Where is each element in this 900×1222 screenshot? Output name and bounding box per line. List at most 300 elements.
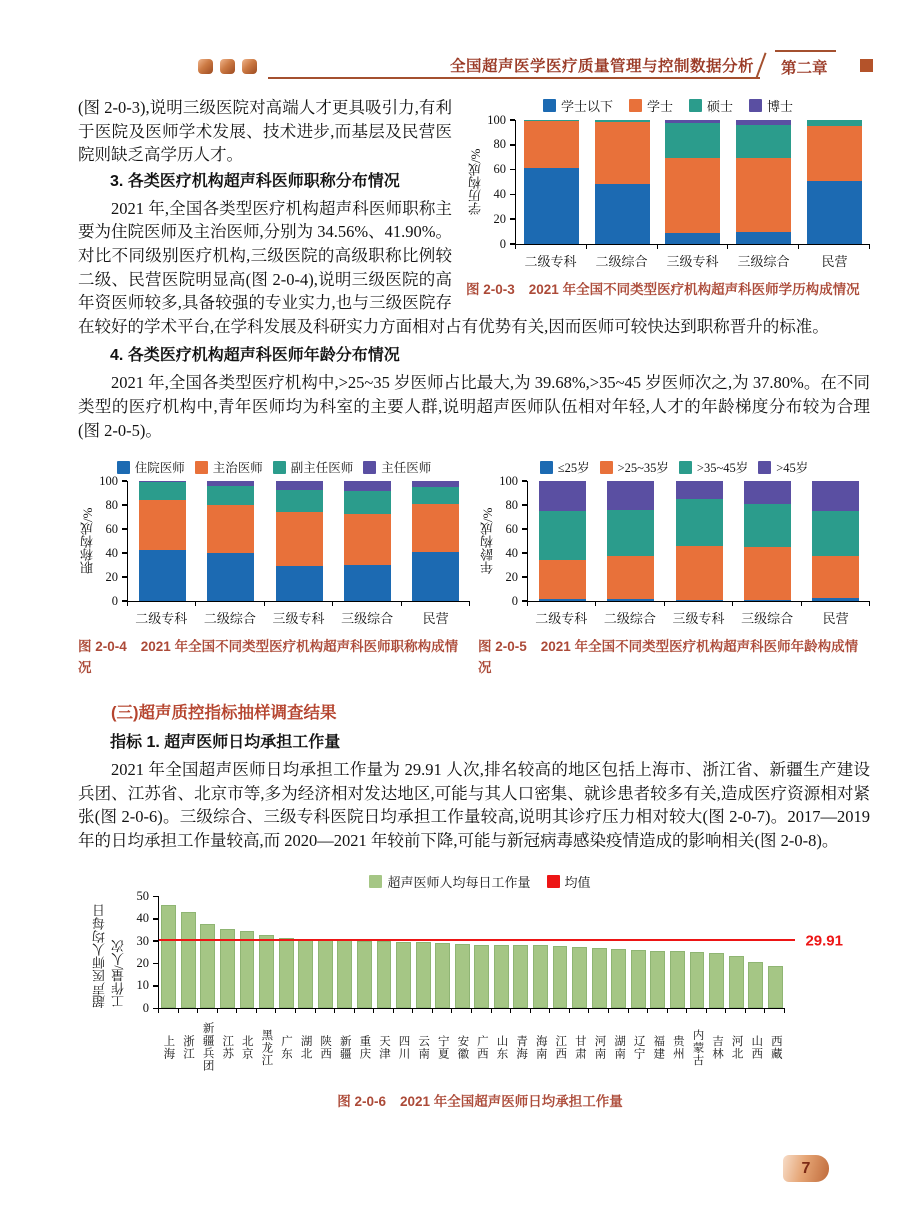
figure-2-0-6 <box>78 872 870 1113</box>
y-axis-title: 超声医师人均每日工作量/人次 <box>92 904 126 1009</box>
bar-segment <box>607 510 654 556</box>
y-tick-label: 20 <box>505 569 518 584</box>
subsection-heading-3: 3. 各类医疗机构超声科医师职称分布情况 <box>110 172 400 190</box>
province-bar <box>690 952 705 1008</box>
y-tick-label: 50 <box>136 888 149 903</box>
x-tick-label-text: 安徽 <box>456 1034 469 1060</box>
province-bar <box>748 962 763 1009</box>
y-axis-title: 职称构成/% <box>80 507 95 575</box>
x-tick-mark <box>687 1009 707 1013</box>
bar-segment <box>676 546 723 600</box>
bar-segment <box>676 499 723 546</box>
province-bar <box>259 935 274 1008</box>
legend-label: >45岁 <box>776 461 809 476</box>
bar-segment <box>812 511 859 555</box>
legend-item <box>629 96 673 115</box>
dot-icon <box>220 59 235 74</box>
figure-caption-label: 图 2-0-3 <box>466 282 515 297</box>
body-paragraph: 2021 年,全国各类型医疗机构超声科医师职称主要为住院医师及主治医师,分别为 34.56%、41.90%。对比不同级别医疗机构,三级医院的高级职称比例较二级、民营医院明显高(图 2-0-4),说明三级医院的高年资医师较多,具备较强的专业实力,也与三级医院存在较好的学术平台,在学科发展及科研实力方面相对占有优势有关,因而医师可较快达到职称晋升的标准。 <box>78 198 829 336</box>
x-tick-label <box>472 1015 492 1079</box>
bar-segment <box>524 121 579 168</box>
category-cell <box>587 120 658 244</box>
bar-segment <box>276 490 323 513</box>
province-bar <box>533 945 548 1008</box>
x-tick-label <box>569 1015 589 1079</box>
x-tick-mark <box>668 1009 688 1013</box>
bar-stack <box>344 481 391 601</box>
province-bar <box>650 951 665 1009</box>
y-tick-label: 80 <box>505 497 518 512</box>
bar-segment <box>207 505 254 553</box>
figure-2-0-4-chart <box>78 458 470 679</box>
chart-body <box>478 473 870 627</box>
province-bar <box>768 966 783 1008</box>
y-axis-title: 年龄构成/% <box>480 507 495 575</box>
x-tick-mark <box>413 1009 433 1013</box>
bar-stack <box>607 481 654 601</box>
province-bar <box>455 944 470 1009</box>
category-cell <box>355 941 375 1009</box>
x-tick-label <box>295 1015 315 1079</box>
chart-legend <box>90 872 870 891</box>
plot-wrap <box>515 120 870 270</box>
x-tick-mark <box>658 245 729 249</box>
bar-segment <box>207 553 254 601</box>
province-bar <box>474 945 489 1009</box>
x-tick-label <box>158 1015 178 1079</box>
figure-2-0-5 <box>478 458 870 679</box>
bar-stack <box>744 481 791 601</box>
bar-stack <box>676 481 723 601</box>
figure-caption-text: 2021 年全国超声医师日均承担工作量 <box>399 1094 623 1110</box>
x-tick-mark <box>550 1009 570 1013</box>
x-tick-mark <box>296 1009 316 1013</box>
section-qualification <box>78 96 870 338</box>
x-tick-mark <box>728 245 799 249</box>
x-tick-label <box>550 1015 570 1079</box>
y-tick-label: 30 <box>136 933 149 948</box>
category-cell <box>159 905 179 1008</box>
plot-area <box>527 481 870 602</box>
x-tick-label <box>628 1015 648 1079</box>
x-tick-label-text: 湖北 <box>299 1034 312 1060</box>
bar-segment <box>676 481 723 499</box>
bar-segment <box>736 125 791 158</box>
x-tick-label <box>256 1015 276 1079</box>
header-slash-divider <box>755 52 766 78</box>
x-tick-label <box>609 1015 629 1079</box>
figure-caption-label: 图 2-0-6 <box>337 1094 386 1110</box>
bar-segment <box>139 482 186 500</box>
legend-swatch-icon <box>117 461 130 474</box>
category-cell <box>707 953 727 1008</box>
x-tick-label: 二级综合 <box>603 611 656 627</box>
category-cell <box>237 931 257 1008</box>
bar-segment <box>744 481 791 504</box>
figure-caption-text: 2021 年全国不同类型医疗机构超声科医师学历构成情况 <box>528 282 860 297</box>
body-paragraph: (图 2-0-3),说明三级医院对高端人才更具吸引力,有利于医院及医师学术发展、技术进步,而基层及民营医院则缺乏高学历人才。 <box>78 98 452 165</box>
figure-2-0-6-chart <box>90 872 870 1113</box>
x-tick-marks <box>127 602 470 606</box>
province-bar <box>553 946 568 1008</box>
y-tick-label: 0 <box>111 593 118 608</box>
x-tick-label: 二级综合 <box>595 254 648 269</box>
category-cell <box>629 950 649 1009</box>
bar-stack <box>665 120 720 244</box>
x-tick-mark <box>589 1009 609 1013</box>
x-tick-mark <box>198 1009 218 1013</box>
province-bar <box>298 939 313 1008</box>
category-cell <box>596 481 664 601</box>
x-tick-label <box>334 1015 354 1079</box>
legend-item <box>749 96 793 115</box>
body-paragraph: 2021 年全国超声医师日均承担工作量为 29.91 人次,排名较高的地区包括上海市、浙江省、新疆生产建设兵团、江苏省、北京市等,多为经济相对发达地区,可能与其人口密集、就诊患者较多有关,造成医疗资源相对紧张(图 2-0-6)。三级综合、三级专科医院日均承担工作量较高,说明其诊疗压力相对较大(图 2-0-7)。2017—2019 年的日均承担工作量较高,而 2020—2021 年较前下降,可能与新冠病毒感染疫情造成的影响相关(图 2-0-8)。 <box>78 759 870 850</box>
plot-area <box>158 896 843 1009</box>
x-tick-label <box>374 1015 394 1079</box>
y-axis <box>497 473 527 608</box>
category-cell <box>733 481 801 601</box>
bar-segment <box>744 547 791 600</box>
x-tick-label <box>648 1015 668 1079</box>
x-tick-label: 三级综合 <box>741 611 794 627</box>
bar-segment <box>676 600 723 601</box>
bar-segment <box>412 487 459 504</box>
bar-segment <box>344 565 391 601</box>
x-tick-marks <box>527 602 870 606</box>
y-tick-label: 100 <box>487 112 506 127</box>
bar-segment <box>344 481 391 491</box>
category-cell <box>296 939 316 1008</box>
legend-label: 硕士 <box>707 99 734 114</box>
legend-label: 学士以下 <box>560 99 613 114</box>
legend-swatch-icon <box>543 99 556 112</box>
category-cell <box>196 481 264 601</box>
category-cell <box>589 948 609 1008</box>
legend-item <box>117 458 185 476</box>
legend-item <box>363 458 431 476</box>
figure-caption <box>466 280 870 301</box>
category-cell <box>276 938 296 1009</box>
x-axis-labels <box>527 608 870 627</box>
legend-item <box>543 96 613 115</box>
legend-swatch-icon <box>195 461 208 474</box>
province-bar <box>611 949 626 1008</box>
x-axis-labels <box>127 608 470 627</box>
y-axis <box>97 473 127 608</box>
bar-segment <box>665 158 720 232</box>
header-dots-decoration <box>198 59 257 74</box>
legend-label: 主治医师 <box>212 461 263 476</box>
bar-segment <box>812 598 859 602</box>
bar-segment <box>139 550 186 602</box>
x-tick-mark <box>218 1009 238 1013</box>
province-bar <box>416 942 431 1008</box>
figure-2-0-3-chart <box>466 96 870 301</box>
category-cell <box>433 943 453 1008</box>
bar-stack <box>412 481 459 601</box>
legend-item <box>547 872 591 891</box>
category-cell <box>394 942 414 1009</box>
x-tick-label-text: 四川 <box>397 1034 410 1060</box>
chart-body <box>90 888 870 1080</box>
x-tick-mark <box>335 1009 355 1013</box>
category-cell <box>746 962 766 1009</box>
chart-legend <box>78 458 470 476</box>
y-tick-label: 100 <box>99 473 118 488</box>
x-tick-mark <box>802 602 870 606</box>
x-tick-label <box>707 1015 727 1079</box>
x-tick-mark <box>609 1009 629 1013</box>
x-tick-mark <box>492 1009 512 1013</box>
legend-label: >25~35岁 <box>617 461 669 476</box>
y-tick-label: 40 <box>105 545 118 560</box>
province-bar <box>435 943 450 1008</box>
legend-swatch-icon <box>369 875 382 888</box>
x-tick-mark <box>237 1009 257 1013</box>
category-cell <box>665 481 733 601</box>
category-cell <box>402 481 470 601</box>
x-tick-mark <box>472 1009 492 1013</box>
x-tick-label: 三级综合 <box>737 254 790 269</box>
figure-caption <box>478 637 870 679</box>
bar-segment <box>539 560 586 598</box>
y-tick-label: 20 <box>493 211 506 226</box>
category-cell <box>452 944 472 1009</box>
x-tick-mark <box>394 1009 414 1013</box>
x-tick-label-text: 新疆兵团 <box>201 1022 214 1073</box>
province-bar <box>396 942 411 1009</box>
x-tick-mark <box>665 602 733 606</box>
category-cell <box>726 956 746 1008</box>
y-tick-label: 0 <box>511 593 518 608</box>
chart-legend <box>478 458 870 476</box>
x-tick-mark <box>355 1009 375 1013</box>
legend-label: 副主任医师 <box>290 461 354 476</box>
x-tick-label <box>667 1015 687 1079</box>
legend-label: 均值 <box>564 875 591 891</box>
figure-2-0-5-chart <box>478 458 870 679</box>
bar-segment <box>412 552 459 601</box>
bar-segment <box>412 504 459 552</box>
province-bar <box>161 905 176 1008</box>
x-tick-label-text: 吉林 <box>711 1034 724 1060</box>
x-tick-mark <box>511 1009 531 1013</box>
x-axis-labels <box>158 1015 785 1079</box>
x-tick-label-text: 浙江 <box>182 1034 194 1060</box>
x-tick-label-text: 云南 <box>417 1034 430 1060</box>
figure-row <box>78 458 870 679</box>
legend-swatch-icon <box>273 461 286 474</box>
category-cell <box>765 966 785 1008</box>
x-tick-label-text: 海南 <box>534 1034 547 1060</box>
category-cell <box>658 120 729 244</box>
category-cell <box>687 952 707 1008</box>
legend-swatch-icon <box>689 99 702 112</box>
x-tick-label: 二级专科 <box>135 611 188 627</box>
x-tick-mark <box>531 1009 551 1013</box>
bar-segment <box>607 481 654 510</box>
x-tick-mark <box>316 1009 336 1013</box>
category-cell <box>374 941 394 1008</box>
y-axis <box>128 888 158 1015</box>
bar-segment <box>807 181 862 244</box>
x-tick-label-text: 甘肃 <box>573 1034 586 1060</box>
x-tick-mark <box>333 602 401 606</box>
legend-item <box>369 872 530 891</box>
legend-swatch-icon <box>547 875 560 888</box>
bar-segment <box>207 486 254 505</box>
legend-swatch-icon <box>758 461 771 474</box>
x-tick-mark <box>765 1009 785 1013</box>
province-bar <box>357 941 372 1009</box>
x-tick-label <box>765 1015 785 1079</box>
x-tick-mark <box>726 1009 746 1013</box>
bar-segment <box>807 126 862 181</box>
x-tick-label <box>178 1015 198 1079</box>
x-tick-mark <box>733 602 801 606</box>
y-tick-label: 80 <box>493 137 506 152</box>
y-tick-label: 100 <box>499 473 518 488</box>
x-tick-label <box>432 1015 452 1079</box>
mean-line <box>159 939 795 942</box>
x-tick-label-text: 宁夏 <box>436 1034 449 1060</box>
x-tick-label-text: 福建 <box>652 1034 665 1060</box>
category-cell <box>668 951 688 1008</box>
x-tick-label <box>413 1015 433 1079</box>
x-tick-mark <box>257 1009 277 1013</box>
y-axis-title: 学历构成/% <box>468 148 483 216</box>
chart-legend <box>466 96 870 115</box>
legend-label: 超声医师人均每日工作量 <box>387 875 531 891</box>
bar-segment <box>607 556 654 599</box>
x-tick-label: 民营 <box>821 254 848 269</box>
header-rule <box>268 77 760 79</box>
body-paragraph: 2021 年,全国各类型医疗机构中,>25~35 岁医师占比最大,为 39.68%,>35~45 岁医师次之,为 37.80%。在不同类型的医疗机构中,青年医师均为科室的主要人群,说明超声医师队伍相对年轻,人才的年龄梯度分布较为合理(图 2-0-5)。 <box>78 373 870 440</box>
x-tick-label-text: 青海 <box>515 1034 528 1060</box>
category-cell <box>179 912 199 1009</box>
chart-body <box>78 473 470 627</box>
legend-item <box>600 458 669 476</box>
y-tick-label: 40 <box>136 911 149 926</box>
x-tick-mark <box>158 1009 179 1013</box>
figure-caption-text: 2021 年全国不同类型医疗机构超声科医师职称构成情况 <box>78 639 459 676</box>
x-tick-label <box>197 1015 217 1079</box>
province-bar <box>572 947 587 1008</box>
x-tick-mark <box>179 1009 199 1013</box>
legend-item <box>540 458 590 476</box>
x-tick-label: 三级专科 <box>272 611 325 627</box>
category-cell <box>511 945 531 1008</box>
x-tick-label-text: 山西 <box>750 1034 763 1060</box>
x-tick-label <box>354 1015 374 1079</box>
category-cell <box>335 940 355 1008</box>
category-cell <box>528 481 596 601</box>
legend-swatch-icon <box>363 461 376 474</box>
y-tick-label: 80 <box>105 497 118 512</box>
x-tick-label-text: 河南 <box>593 1034 606 1060</box>
plot-wrap <box>158 896 843 1080</box>
y-tick-label: 60 <box>105 521 118 536</box>
bar-stack <box>807 120 862 244</box>
x-tick-label: 三级专科 <box>666 254 719 269</box>
category-cell <box>799 120 870 244</box>
figure-2-0-3 <box>466 96 870 301</box>
bar-segment <box>607 599 654 601</box>
x-tick-label-text: 江苏 <box>221 1034 234 1060</box>
x-tick-label <box>217 1015 237 1079</box>
category-cell <box>128 481 196 601</box>
bar-segment <box>344 491 391 514</box>
x-tick-label: 三级综合 <box>341 611 394 627</box>
category-cell <box>550 946 570 1008</box>
x-tick-label <box>589 1015 609 1079</box>
x-tick-mark <box>746 1009 766 1013</box>
page-header <box>0 50 900 86</box>
x-tick-label-text: 陕西 <box>319 1034 332 1060</box>
bar-segment <box>744 600 791 601</box>
category-cell <box>531 945 551 1008</box>
bar-segment <box>276 481 323 489</box>
figure-caption-label: 图 2-0-4 <box>78 639 127 655</box>
x-tick-label-text: 山东 <box>495 1034 508 1060</box>
bar-segment <box>139 500 186 549</box>
x-tick-label-text: 重庆 <box>358 1034 371 1060</box>
y-tick-label: 40 <box>505 545 518 560</box>
x-tick-label <box>236 1015 256 1079</box>
dot-icon <box>242 59 257 74</box>
province-bar <box>318 940 333 1008</box>
province-bar <box>631 950 646 1009</box>
x-tick-label <box>393 1015 413 1079</box>
province-bar <box>240 931 255 1008</box>
page-number-badge: 7 <box>783 1155 829 1182</box>
x-tick-label <box>746 1015 766 1079</box>
x-tick-mark <box>629 1009 649 1013</box>
x-tick-mark <box>276 1009 296 1013</box>
x-tick-label-text: 江西 <box>554 1034 567 1060</box>
bar-segment <box>665 123 720 159</box>
x-tick-label: 民营 <box>422 611 449 627</box>
province-bar <box>181 912 196 1009</box>
x-tick-label-text: 西藏 <box>769 1034 782 1060</box>
province-bar <box>729 956 744 1008</box>
bar-segment <box>539 481 586 511</box>
legend-label: >35~45岁 <box>696 461 749 476</box>
bar-segment <box>665 233 720 244</box>
legend-item <box>273 458 354 476</box>
bar-segment <box>595 122 650 184</box>
legend-item <box>758 458 808 476</box>
figure-caption <box>90 1092 870 1113</box>
mean-value-label: 29.91 <box>805 932 843 950</box>
province-bar <box>377 941 392 1008</box>
x-tick-label: 三级专科 <box>672 611 725 627</box>
bar-segment <box>595 184 650 244</box>
bar-segment <box>736 232 791 244</box>
x-tick-mark <box>527 602 596 606</box>
indicator-heading: 指标 1. 超声医师日均承担工作量 <box>110 733 341 751</box>
x-tick-mark <box>799 245 870 249</box>
bar-segment <box>812 556 859 598</box>
x-tick-mark <box>265 602 333 606</box>
category-cell <box>257 935 277 1008</box>
x-tick-mark <box>452 1009 472 1013</box>
x-tick-label-text: 辽宁 <box>632 1034 645 1060</box>
dot-icon <box>198 59 213 74</box>
x-tick-mark <box>515 245 587 249</box>
x-tick-mark <box>648 1009 668 1013</box>
section-heading: (三)超声质控指标抽样调查结果 <box>111 703 337 722</box>
